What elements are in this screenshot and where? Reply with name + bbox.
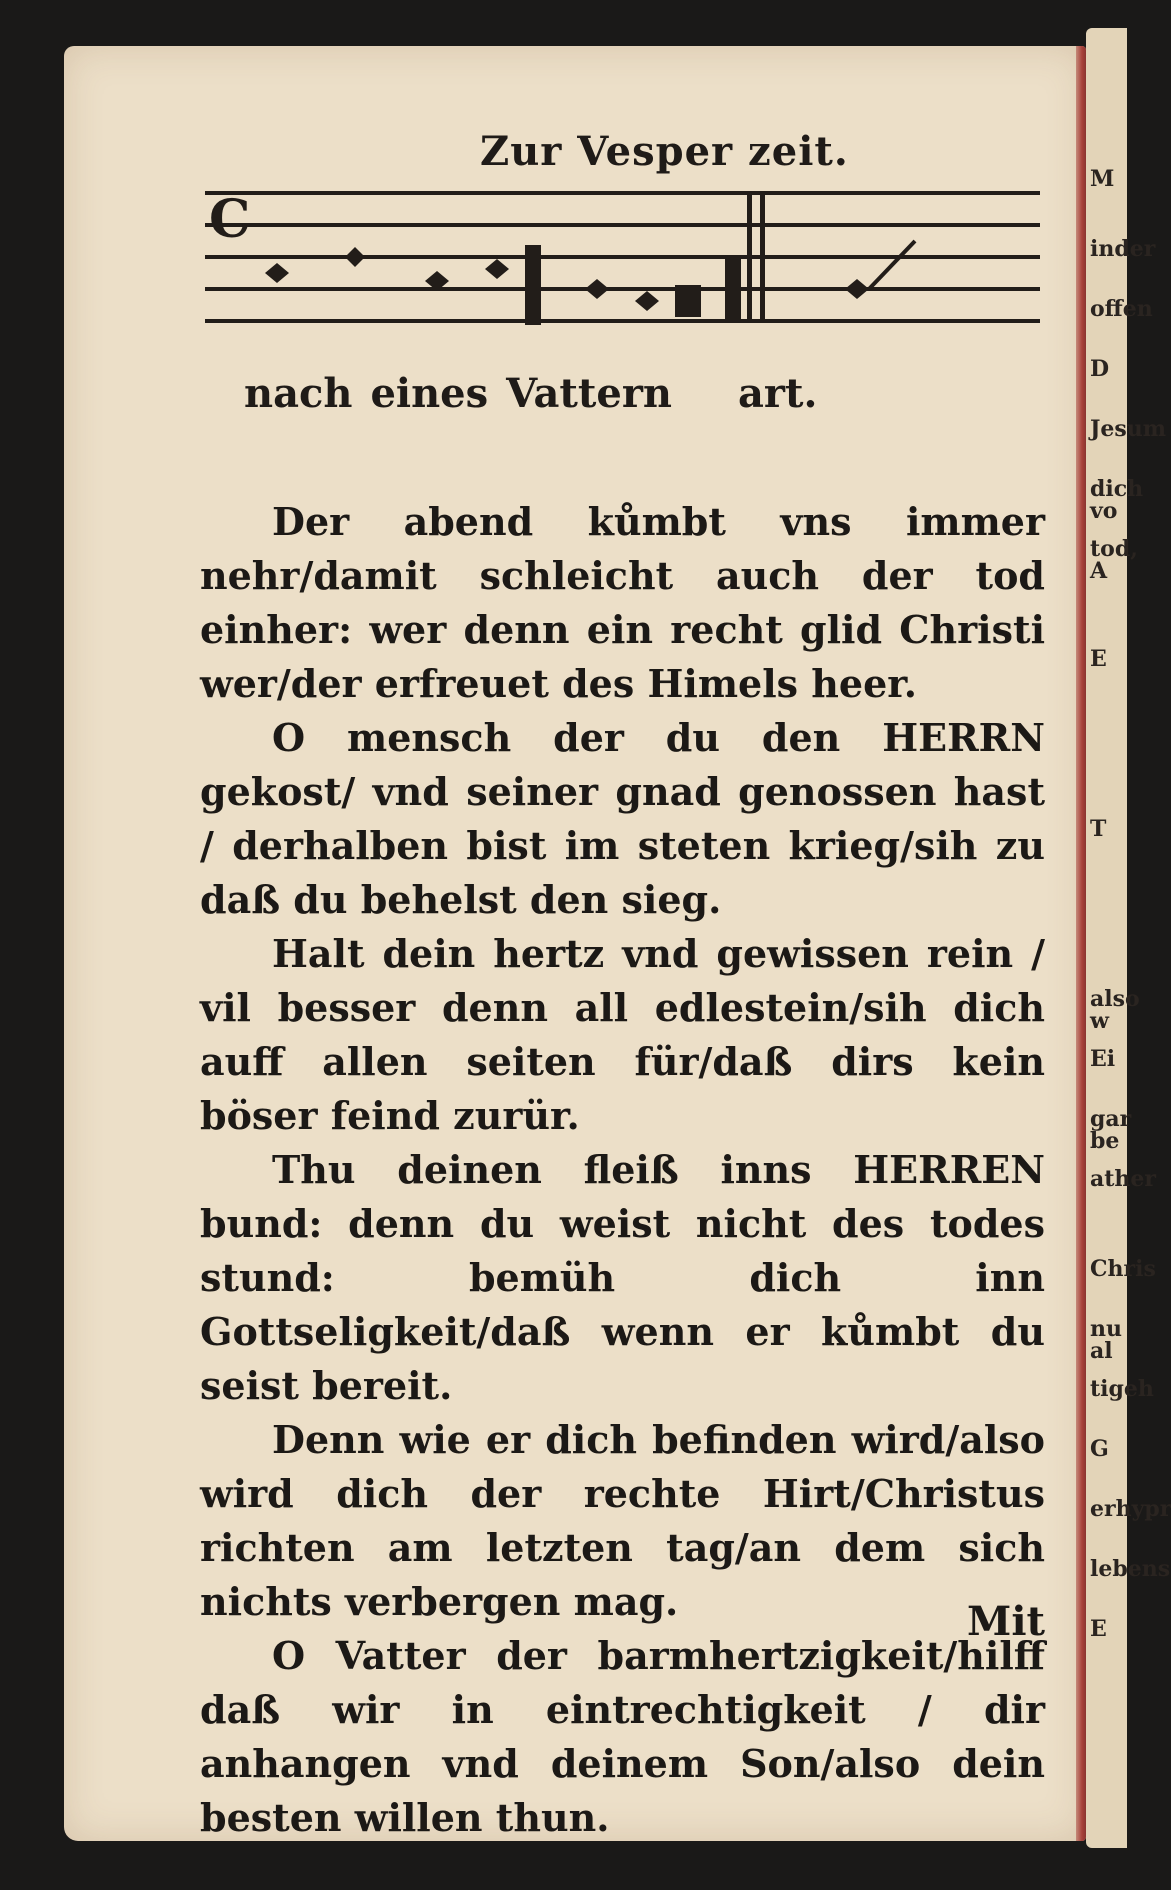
facing-page-fragment: G	[1090, 1436, 1109, 1462]
lyric-word: nach	[244, 370, 353, 417]
catchword: Mit	[967, 1598, 1045, 1645]
lyric-word: eines	[370, 370, 489, 417]
hymn-text	[200, 495, 1045, 1845]
lyric-word: Vattern	[506, 370, 672, 417]
facing-page-fragment: lebens	[1090, 1556, 1171, 1582]
stanza-4: Thu deinen fleiß inns HERREN bund: denn du weist nicht des todes stund: bemüh dich inn Gottseligkeit/daß wenn er kůmbt du seist bereit.	[200, 1147, 1045, 1408]
facing-page-fragment: tod, A	[1090, 536, 1138, 584]
lyric-word: art.	[737, 370, 818, 417]
stanza-2: O mensch der du den HERRN gekost/ vnd seiner gnad genossen hast / derhalben bist im steten krieg/sih zu daß du behelst den sieg.	[200, 715, 1045, 922]
facing-page-fragment: Ei	[1090, 1046, 1116, 1072]
lyrics-line	[244, 370, 835, 417]
facing-page-fragment: M	[1090, 166, 1115, 192]
facing-page-fragment: E	[1090, 1616, 1107, 1642]
facing-page-fragment: also w	[1090, 986, 1140, 1034]
running-head: Zur Vesper zeit.	[480, 128, 849, 175]
facing-page-fragment: Jesum	[1090, 416, 1167, 442]
facing-page-fragment: ather	[1090, 1166, 1156, 1192]
facing-page-fragment: D	[1090, 356, 1110, 382]
facing-page-fragment: T	[1090, 816, 1107, 842]
stanza-3: Halt dein hertz vnd gewissen rein / vil besser denn all edlestein/sih dich auff allen seiten für/daß dirs kein böser feind zurür.	[200, 931, 1045, 1138]
red-page-edge	[1076, 46, 1086, 1841]
facing-page-fragment: offen	[1090, 296, 1153, 322]
svg-text:C: C	[209, 189, 251, 250]
stanza-5: Denn wie er dich befinden wird/also wird dich der rechte Hirt/Christus richten am letzten tag/an dem sich nichts verbergen mag.	[200, 1417, 1045, 1624]
facing-page-fragment: dich vo	[1090, 476, 1144, 524]
facing-page-fragment: Chris	[1090, 1256, 1156, 1282]
facing-page-fragment: nu al	[1090, 1316, 1122, 1364]
music-staff	[205, 185, 1040, 345]
stanza-1: Der abend kůmbt vns immer nehr/damit schleicht auch der tod einher: wer denn ein recht glid Christi wer/der erfreuet des Himels heer.	[200, 499, 1045, 706]
facing-page-fragment: tigeh	[1090, 1376, 1154, 1402]
facing-page-fragment: E	[1090, 646, 1107, 672]
facing-page-edge	[1086, 28, 1171, 1848]
facing-page-fragment: gar be	[1090, 1106, 1132, 1154]
stanza-6: O Vatter der barmhertzigkeit/hilff daß wir in eintrechtigkeit / dir anhangen vnd deinem Son/also dein besten willen thun.	[200, 1633, 1045, 1840]
facing-page-fragment: inder	[1090, 236, 1156, 262]
facing-page-fragment: erhypr	[1090, 1496, 1171, 1522]
